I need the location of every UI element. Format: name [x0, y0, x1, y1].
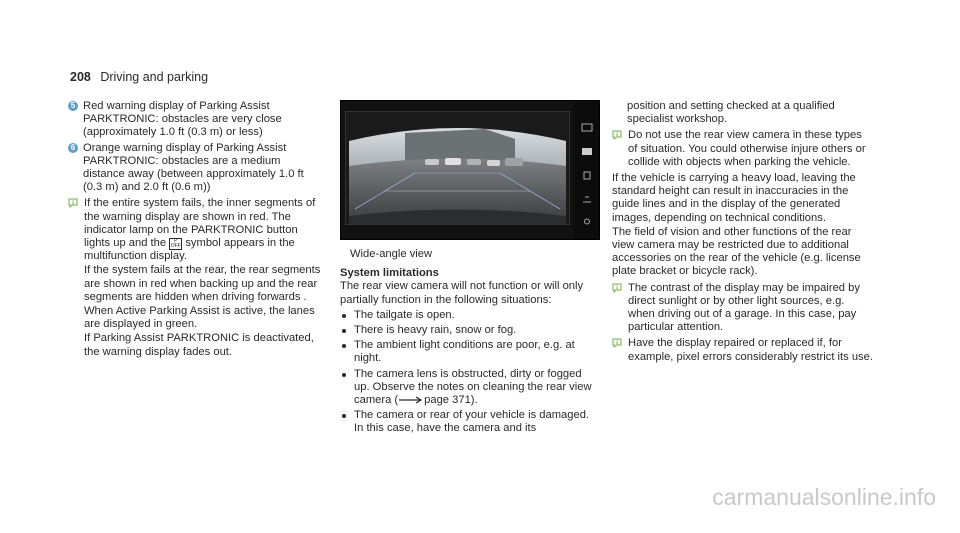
trailer-view-icon[interactable]: [581, 195, 593, 204]
info-note-icon: [612, 283, 622, 297]
list-item: The ambient light conditions are poor, e.g. at night.: [340, 339, 598, 365]
list-item: The camera or rear of your vehicle is damaged. In this case, have the camera and its: [340, 409, 598, 435]
list-item: The tailgate is open.: [340, 309, 598, 322]
bullet4-page-link[interactable]: page 371).: [424, 394, 478, 407]
parktronic-symbol-text: P OFF: [170, 238, 181, 250]
parktronic-off-icon: [169, 238, 182, 250]
list-item-camera-lens: [340, 368, 598, 408]
note2-text: Do not use the rear view camera in these types of situation. You could otherwise injure others or collide with objects when parking the vehicle.: [628, 129, 866, 168]
page-number: 208: [70, 70, 91, 84]
item5-text: Red warning display of Parking Assist PARKTRONIC: obstacles are very close (approximately 1.0 ft (0.3 m) or less): [83, 100, 282, 139]
image-caption: Wide-angle view: [350, 248, 433, 260]
note1-text-c: If the system fails at the rear, the rear segments are shown in red when backing up and the rear segments are hidden when driving forwards .: [84, 264, 321, 303]
camera-sidebar: [574, 101, 599, 239]
note-do-not-use: [612, 129, 874, 169]
continued-text: position and setting checked at a qualified specialist workshop.: [627, 100, 835, 126]
column-right: [612, 100, 874, 367]
bullet4-text-a: The camera lens is obstructed, dirty or fogged up. Observe the notes on cleaning the rear view camera (: [354, 367, 592, 407]
note1-text-d: When Active Parking Assist is active, the lanes are displayed in green.: [84, 305, 315, 331]
info-note-icon: [612, 130, 622, 144]
limitations-intro: The rear view camera will not function or will only partially function in the following situations:: [340, 280, 584, 306]
item6-text: Orange warning display of Parking Assist PARKTRONIC: obstacles are a medium distance away (between approximately 1.0 ft (0.3 m) and 2.0 ft (0.6 m)): [83, 141, 304, 194]
field-of-vision-paragraph: The field of vision and other functions of the rear view camera may be restricted due to additional accessories on the rear of the vehicle (e.g. license plate bracket or bicycle rack).: [612, 225, 861, 278]
note-contrast: [612, 282, 874, 335]
top-view-icon[interactable]: [581, 171, 593, 180]
section-title: Driving and parking: [100, 70, 209, 84]
note1-text-b: symbol appears in the multifunction display.: [84, 237, 295, 263]
note1-text-a: If the entire system fails, the inner segments of the warning display are shown in red. The indicator lamp on the PARKTRONIC button lights up and the: [84, 197, 316, 250]
note1-text-e: If Parking Assist PARKTRONIC is deactivated, the warning display fades out.: [84, 332, 314, 358]
wide-angle-icon[interactable]: [581, 147, 593, 156]
list-item-5: [68, 100, 324, 140]
number-badge-5: 5: [68, 101, 78, 111]
section-heading: System limitations: [340, 267, 439, 280]
column-middle: [340, 100, 598, 438]
info-note-icon: [68, 198, 78, 212]
info-note-icon: [612, 338, 622, 352]
note4-text: Have the display repaired or replaced if, for example, pixel errors considerably restrict its use.: [628, 337, 873, 363]
list-item: There is heavy rain, snow or fog.: [340, 324, 598, 337]
camera-image: [340, 100, 600, 240]
watermark: carmanualsonline.info: [712, 484, 936, 510]
list-item-6: [68, 142, 324, 195]
column-left: [68, 100, 324, 362]
note3-text: The contrast of the display may be impaired by direct sunlight or by other light sources, e.g. when driving out of a garage. In this case, pay particular attention.: [628, 281, 860, 334]
settings-icon[interactable]: [581, 217, 593, 226]
camera-view-icon[interactable]: [581, 123, 593, 132]
page-reference-arrow-icon: [398, 395, 424, 405]
note-repair: [612, 337, 874, 363]
number-badge-6: 6: [68, 143, 78, 153]
parking-lot-scene: [345, 111, 570, 225]
page-header: [70, 70, 208, 84]
note-system-failure: [68, 197, 324, 358]
heavy-load-paragraph: If the vehicle is carrying a heavy load, leaving the standard height can result in inaccuracies in the guide lines and in the display of the generated images, depending on technical conditions.: [612, 172, 856, 224]
